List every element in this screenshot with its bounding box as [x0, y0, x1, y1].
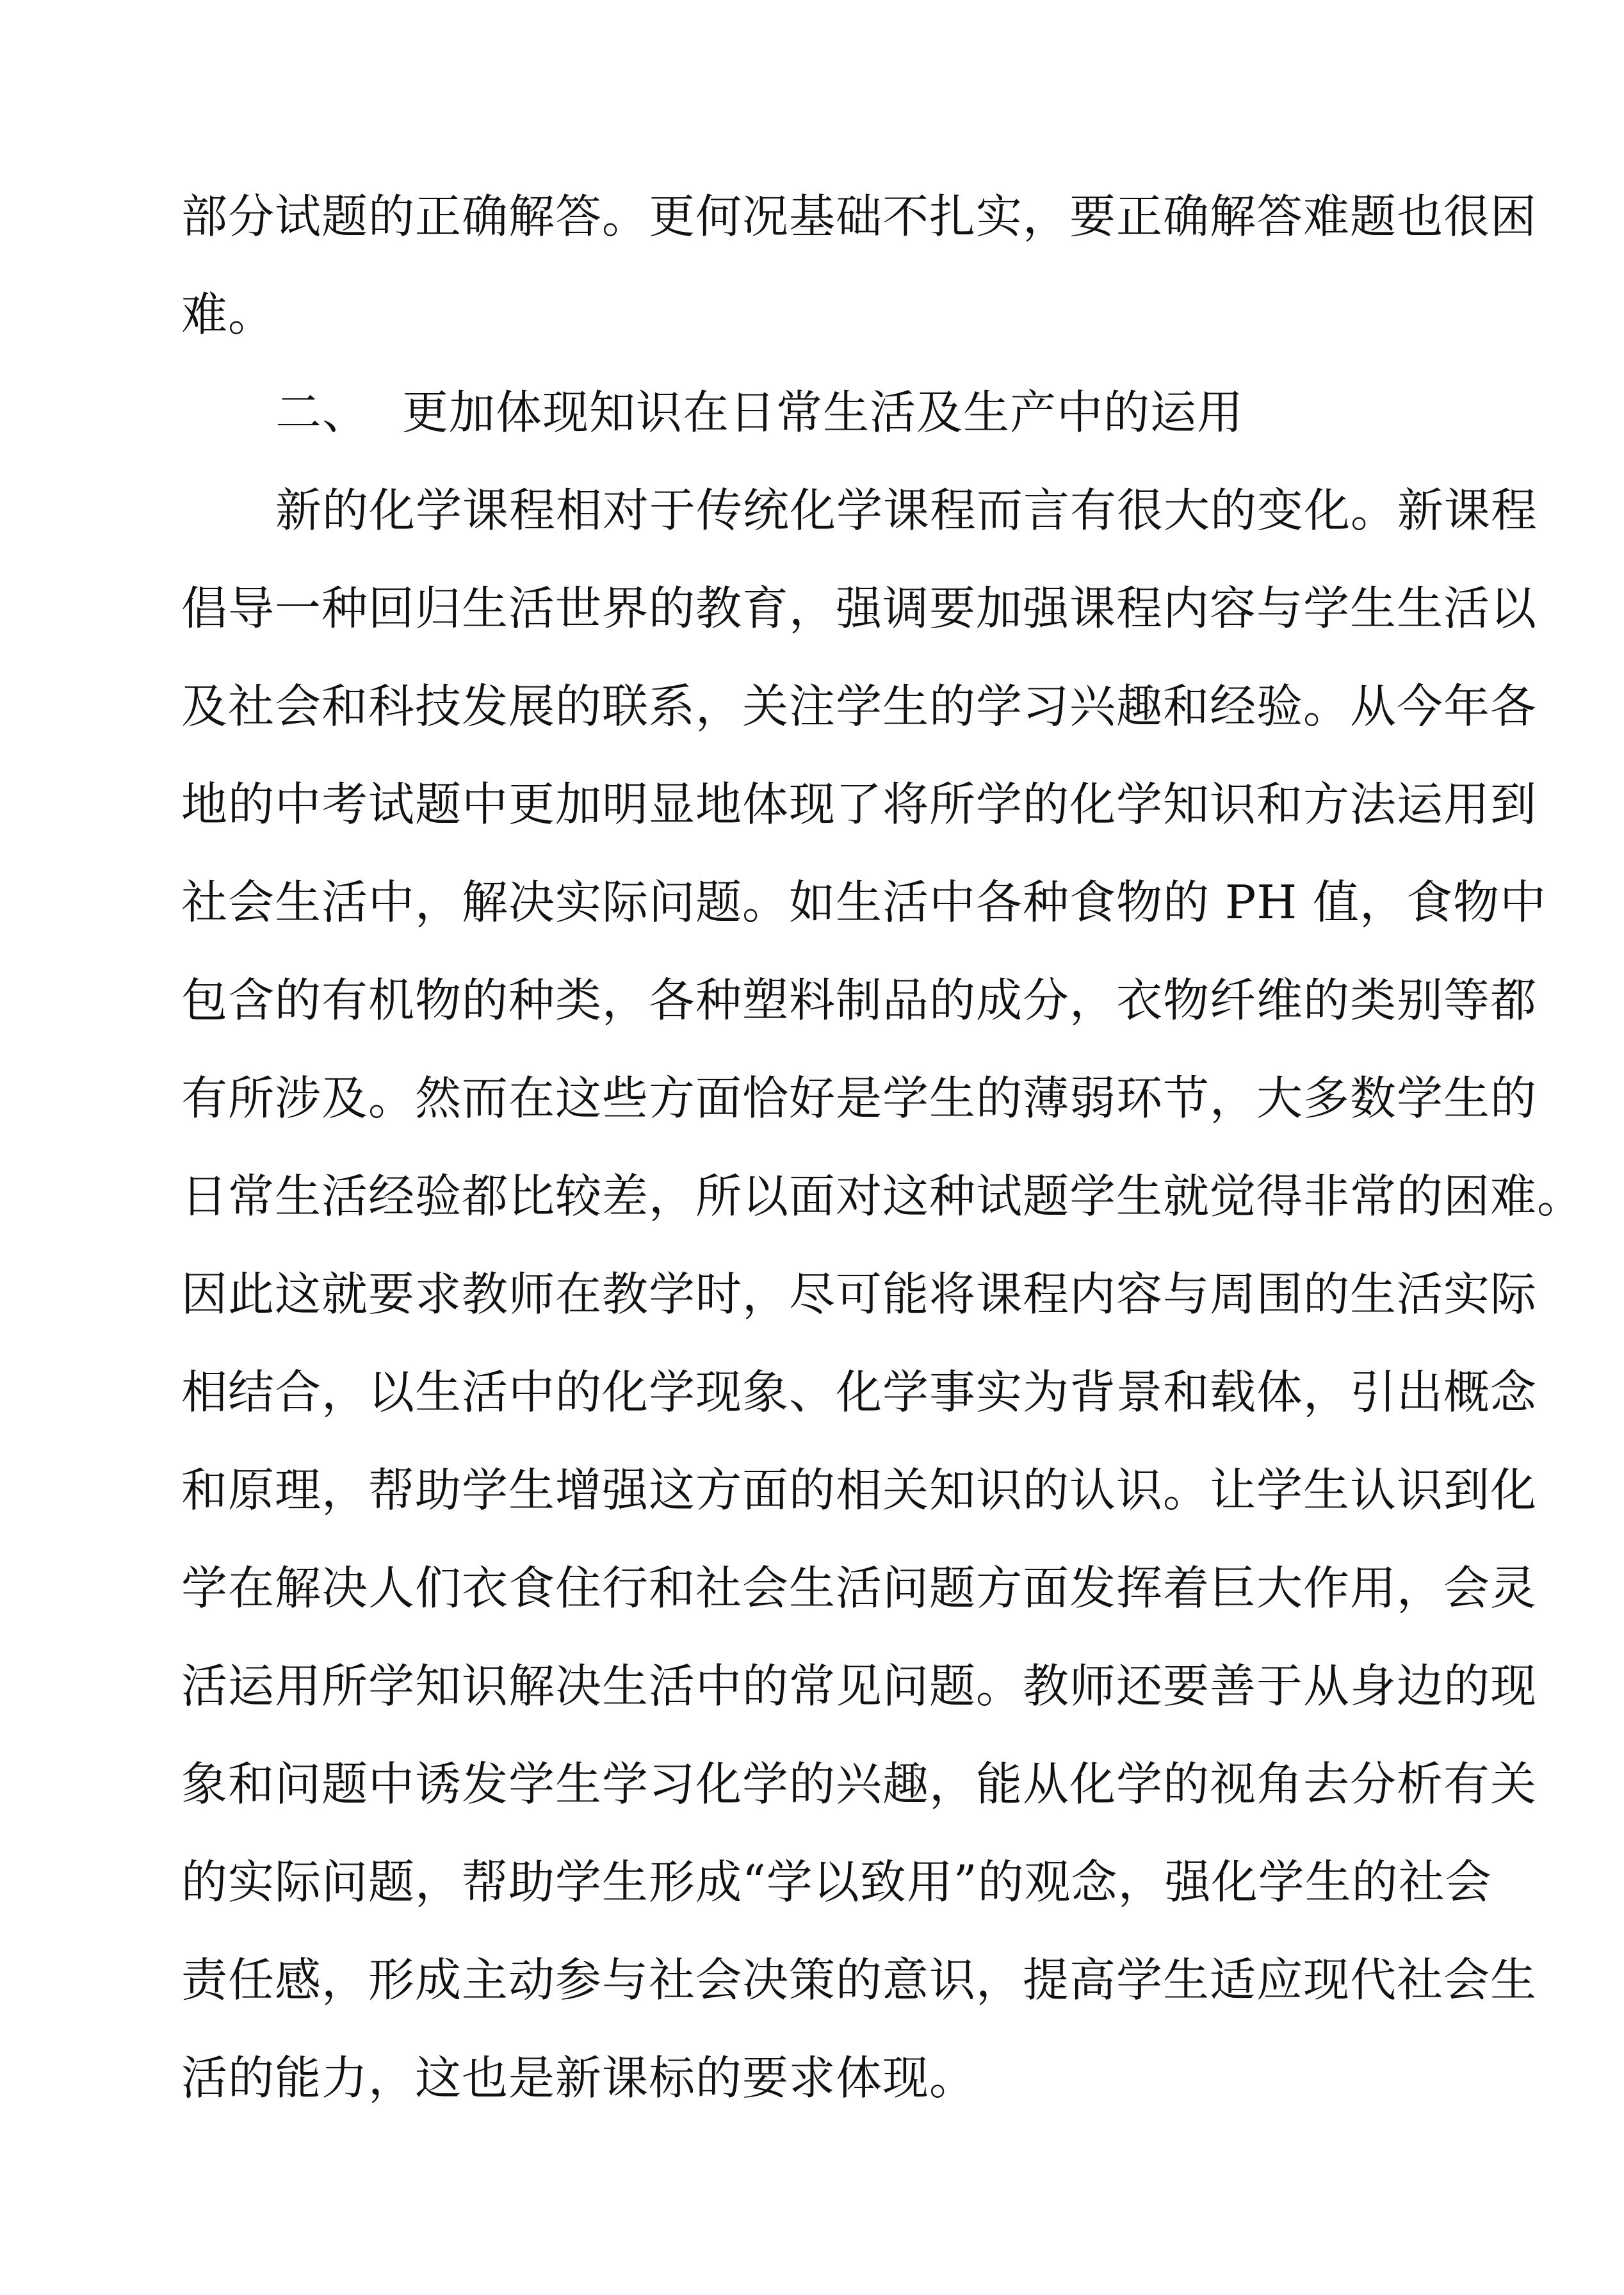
paragraph-line-1: 新的化学课程相对于传统化学课程而言有很大的变化。新课程 [275, 483, 1538, 537]
section-number: 二、 [275, 385, 369, 439]
paragraph-line-4: 地的中考试题中更加明显地体现了将所学的化学知识和方法运用到 [181, 777, 1538, 831]
section-heading [181, 364, 1456, 462]
paragraph-line-10: 相结合，以生活中的化学现象、化学事实为背景和载体，引出概念 [181, 1365, 1538, 1419]
continuation-line-1: 部分试题的正确解答。更何况基础不扎实，要正确解答难题也很困 [181, 190, 1538, 243]
paragraph-line-3: 及社会和科技发展的联系，关注学生的学习兴趣和经验。从今年各 [181, 679, 1538, 733]
paragraph-line-11: 和原理，帮助学生增强这方面的相关知识的认识。让学生认识到化 [181, 1463, 1538, 1517]
paragraph-line-2: 倡导一种回归生活世界的教育，强调要加强课程内容与学生生活以 [181, 581, 1538, 635]
paragraph-line-8: 日常生活经验都比较差，所以面对这种试题学生就觉得非常的困难。 [181, 1169, 1584, 1223]
document-body [181, 168, 1584, 2127]
continuation-line-2: 难。 [181, 288, 275, 341]
paragraph-line-13: 活运用所学知识解决生活中的常见问题。教师还要善于从身边的现 [181, 1659, 1538, 1713]
paragraph-line-17: 活的能力，这也是新课标的要求体现。 [181, 2051, 977, 2105]
paragraph-line-14: 象和问题中诱发学生学习化学的兴趣，能从化学的视角去分析有关 [181, 1757, 1538, 1811]
paragraph-line-12: 学在解决人们衣食住行和社会生活问题方面发挥着巨大作用，会灵 [181, 1561, 1538, 1615]
paragraph-line-15: 的实际问题，帮助学生形成“学以致用”的观念，强化学生的社会 [181, 1855, 1492, 1909]
paragraph-line-5: 社会生活中，解决实际问题。如生活中各种食物的 PH 值，食物中 [181, 875, 1547, 929]
section-title: 更加体现知识在日常生活及生产中的运用 [402, 385, 1244, 439]
paragraph-line-16: 责任感，形成主动参与社会决策的意识，提高学生适应现代社会生 [181, 1953, 1538, 2007]
paragraph-line-6: 包含的有机物的种类，各种塑料制品的成分，衣物纤维的类别等都 [181, 973, 1538, 1027]
paragraph-line-9: 因此这就要求教师在教学时，尽可能将课程内容与周围的生活实际 [181, 1267, 1538, 1321]
paragraph-line-7: 有所涉及。然而在这些方面恰好是学生的薄弱环节，大多数学生的 [181, 1071, 1538, 1125]
